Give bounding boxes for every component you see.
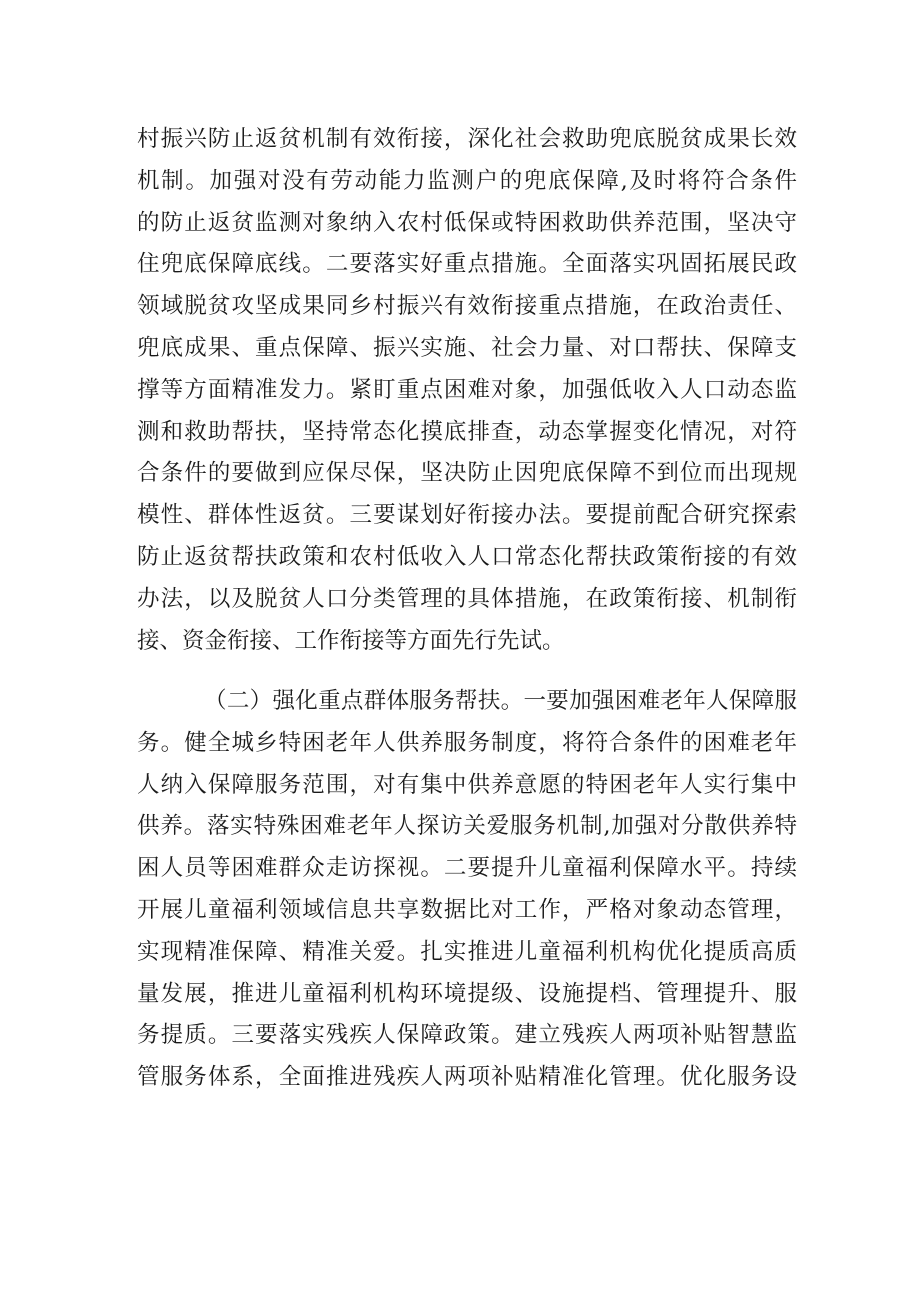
paragraph-1-line: 撑等方面精准发力。紧盯重点困难对象，加强低收入人口动态监 [137,376,797,403]
paragraph-1-line: 接、资金衔接、工作衔接等方面先行先试。 [137,627,565,654]
paragraph-2-line: 供养。落实特殊困难老年人探访关爱服务机制,加强对分散供养特 [137,813,797,840]
paragraph-2-line: 务。健全城乡特困老年人供养服务制度，将符合条件的困难老年 [137,729,797,756]
paragraph-1-line: 办法，以及脱贫人口分类管理的具体措施，在政策衔接、机制衔 [137,585,797,612]
paragraph-1-line: 村振兴防止返贫机制有效衔接，深化社会救助兜底脱贫成果长效 [137,126,797,152]
paragraph-2-line: 实现精准保障、精准关爱。扎实推进儿童福利机构优化提质高质 [137,938,797,965]
paragraph-1-line: 兜底成果、重点保障、振兴实施、社会力量、对口帮扶、保障支 [137,334,797,361]
paragraph-1-line: 测和救助帮扶，坚持常态化摸底排查，动态掌握变化情况，对符 [137,418,797,445]
paragraph-1-line: 领域脱贫攻坚成果同乡村振兴有效衔接重点措施，在政治责任、 [137,293,797,320]
paragraph-2-line: 量发展，推进儿童福利机构环境提级、设施提档、管理提升、服 [137,980,797,1007]
paragraph-1 [137,119,797,662]
paragraph-2-line: 困人员等困难群众走访探视。二要提升儿童福利保障水平。持续 [137,855,797,882]
paragraph-2-line: 务提质。三要落实残疾人保障政策。建立残疾人两项补贴智慧监 [137,1022,797,1049]
paragraph-2 [137,681,797,1099]
paragraph-1-line: 模性、群体性返贫。三要谋划好衔接办法。要提前配合研究探索 [137,502,797,529]
paragraph-1-line: 的防止返贫监测对象纳入农村低保或特困救助供养范围，坚决守 [137,209,797,236]
paragraph-2-line: 人纳入保障服务范围，对有集中供养意愿的特困老年人实行集中 [137,771,797,798]
paragraph-2-line: 开展儿童福利领域信息共享数据比对工作，严格对象动态管理， [137,896,797,923]
paragraph-1-line: 防止返贫帮扶政策和农村低收入人口常态化帮扶政策衔接的有效 [137,543,797,570]
paragraph-1-line: 机制。加强对没有劳动能力监测户的兜底保障,及时将符合条件 [137,167,797,194]
paragraph-1-line: 住兜底保障底线。二要落实好重点措施。全面落实巩固拓展民政 [137,251,797,278]
paragraph-2-line: 管服务体系，全面推进残疾人两项补贴精准化管理。优化服务设 [137,1064,797,1091]
paragraph-1-line: 合条件的要做到应保尽保，坚决防止因兜底保障不到位而出现规 [137,460,797,487]
paragraph-2-heading-line: （二）强化重点群体服务帮扶。一要加强困难老年人保障服 [204,688,797,714]
